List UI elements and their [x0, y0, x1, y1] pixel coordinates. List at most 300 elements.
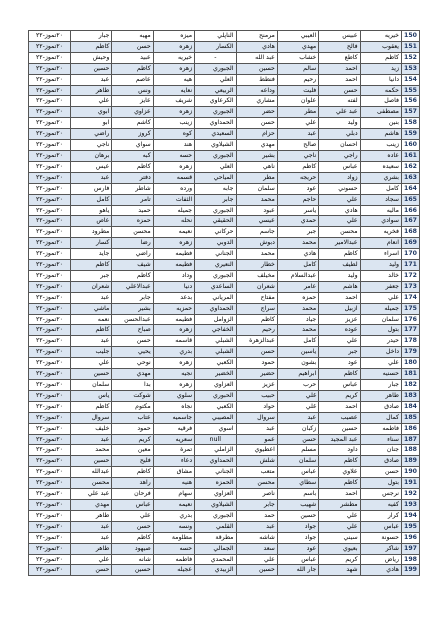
table-row — [29, 347, 420, 358]
name-cell: عبدالحسن — [112, 314, 153, 325]
date-cell: ٢٠تموز-٢٢ — [29, 412, 71, 423]
name-cell: حمود — [236, 358, 277, 369]
name-cell: كاظم — [112, 467, 153, 478]
table-body — [29, 31, 420, 576]
date-cell: ٢٠تموز-٢٢ — [29, 510, 71, 521]
date-cell: ٢٠تموز-٢٢ — [29, 532, 71, 543]
name-cell: عوده — [319, 325, 360, 336]
name-cell: ورده — [153, 183, 194, 194]
name-cell: حضر — [236, 107, 277, 118]
name-cell: حمزه — [277, 292, 318, 303]
name-cell: جليب — [71, 347, 112, 358]
name-cell: زواد — [319, 172, 360, 183]
name-cell: الجبوري — [195, 150, 236, 161]
name-cell: عباس — [277, 467, 318, 478]
name-cell: النعيري — [195, 260, 236, 271]
name-cell: مطر — [236, 172, 277, 183]
name-cell: حسنيه — [360, 369, 401, 380]
name-cell: مهيه — [112, 31, 153, 42]
row-number: 166 — [402, 205, 420, 216]
name-cell: مطر — [277, 107, 318, 118]
name-cell: زهره — [153, 380, 194, 391]
name-cell: السعيدي — [195, 129, 236, 140]
table-row — [29, 183, 420, 194]
name-cell: غلي — [277, 390, 318, 401]
date-cell: ٢٠تموز-٢٢ — [29, 118, 71, 129]
name-cell: حسين — [71, 369, 112, 380]
name-cell: مهدي — [277, 41, 318, 52]
name-cell: كاظم — [319, 478, 360, 489]
name-cell: كاظم — [112, 532, 153, 543]
name-cell: تمرة — [153, 445, 194, 456]
date-cell: ٢٠تموز-٢٢ — [29, 31, 71, 42]
name-cell: صادق — [360, 456, 401, 467]
name-cell: نعيمه — [153, 499, 194, 510]
date-cell: ٢٠تموز-٢٢ — [29, 172, 71, 183]
name-cell: علوان — [277, 96, 318, 107]
date-cell: ٢٠تموز-٢٢ — [29, 347, 71, 358]
name-cell: جابه — [195, 183, 236, 194]
date-cell: ٢٠تموز-٢٢ — [29, 129, 71, 140]
name-cell: خطار — [236, 260, 277, 271]
date-cell: ٢٠تموز-٢٢ — [29, 227, 71, 238]
names-sheet — [28, 30, 420, 576]
name-cell: جميله — [153, 205, 194, 216]
name-cell: حاجم — [277, 194, 318, 205]
date-cell: ٢٠تموز-٢٢ — [29, 401, 71, 412]
name-cell: الخضير — [195, 369, 236, 380]
name-cell: وداعه — [236, 85, 277, 96]
name-cell: ياسر — [277, 205, 318, 216]
name-cell: حمزه — [112, 216, 153, 227]
name-cell: العلي — [195, 161, 236, 172]
name-cell: الكرعاوي — [195, 96, 236, 107]
name-cell: مشاري — [236, 96, 277, 107]
row-number: 157 — [402, 107, 420, 118]
name-cell: الزوامل — [195, 314, 236, 325]
name-cell: عاص — [71, 216, 112, 227]
name-cell: نعمه — [71, 314, 112, 325]
name-cell: فليح — [112, 456, 153, 467]
row-number: 152 — [402, 52, 420, 63]
name-cell: بشري — [360, 172, 401, 183]
name-cell: عزيز — [319, 314, 360, 325]
name-cell: ماشي — [71, 303, 112, 314]
name-cell: كاظم — [236, 314, 277, 325]
name-cell: جاسميه — [153, 412, 194, 423]
name-cell: مفتاح — [236, 292, 277, 303]
row-number: 174 — [402, 292, 420, 303]
name-cell: مخيلف — [236, 270, 277, 281]
name-cell: محمد — [71, 445, 112, 456]
name-cell: كوه — [153, 129, 194, 140]
name-cell: كاظم — [112, 161, 153, 172]
name-cell: يعقوب — [360, 41, 401, 52]
name-cell: محمد — [277, 238, 318, 249]
name-cell: فارس — [71, 183, 112, 194]
row-number: 150 — [402, 31, 420, 42]
name-cell: علي — [236, 554, 277, 565]
name-cell: الكسار — [195, 41, 236, 52]
date-cell: ٢٠تموز-٢٢ — [29, 205, 71, 216]
name-cell: ناصر — [236, 489, 277, 500]
name-cell: مسلم — [277, 445, 318, 456]
name-cell: بدا — [112, 380, 153, 391]
row-number: 156 — [402, 96, 420, 107]
name-cell: جبر — [277, 227, 318, 238]
name-cell: طاهر — [360, 390, 401, 401]
name-cell: المرياني — [195, 292, 236, 303]
name-cell: عبد الله — [236, 52, 277, 63]
name-cell: وليد — [360, 260, 401, 271]
name-cell: احمد — [319, 63, 360, 74]
row-number: 167 — [402, 216, 420, 227]
name-cell: علي — [319, 216, 360, 227]
name-cell: ازبيل — [319, 303, 360, 314]
name-cell: احمد — [319, 401, 360, 412]
name-cell: خليف — [71, 423, 112, 434]
name-cell: فاصل — [360, 96, 401, 107]
name-cell: هنيه — [153, 478, 194, 489]
table-row — [29, 249, 420, 260]
name-cell: مطرقة — [195, 532, 236, 543]
name-cell: شاكر — [360, 543, 401, 554]
name-cell: جار الله — [277, 565, 318, 576]
table-row — [29, 358, 420, 369]
name-cell: عزيز — [236, 380, 277, 391]
name-cell: حمود — [112, 423, 153, 434]
table-row — [29, 532, 420, 543]
row-number: 170 — [402, 249, 420, 260]
name-cell: فطيمه — [153, 260, 194, 271]
name-cell: فرحان — [112, 489, 153, 500]
name-cell: جميله — [360, 303, 401, 314]
name-cell: عبدالسلام — [277, 270, 318, 281]
date-cell: ٢٠تموز-٢٢ — [29, 380, 71, 391]
date-cell: ٢٠تموز-٢٢ — [29, 303, 71, 314]
name-cell: سوادي — [360, 216, 401, 227]
name-cell: ناهي — [236, 161, 277, 172]
name-cell: الحقيقي — [195, 216, 236, 227]
table-row — [29, 260, 420, 271]
name-cell: محسن — [236, 478, 277, 489]
name-cell: ياسين — [277, 347, 318, 358]
name-cell: ماليه — [360, 205, 401, 216]
name-cell: محسن — [112, 227, 153, 238]
name-cell: الحمزه — [195, 478, 236, 489]
name-cell: تامر — [112, 194, 153, 205]
name-cell: قسمه — [153, 172, 194, 183]
row-number: 199 — [402, 565, 420, 576]
name-cell: حسن — [319, 85, 360, 96]
name-cell: مرمنح — [236, 31, 277, 42]
name-cell: عود — [319, 358, 360, 369]
name-cell: احمد — [319, 489, 360, 500]
row-number: 187 — [402, 434, 420, 445]
name-cell: عايز — [112, 96, 153, 107]
table-row — [29, 150, 420, 161]
name-cell: احسان — [319, 140, 360, 151]
row-number: 154 — [402, 74, 420, 85]
table-row — [29, 270, 420, 281]
name-cell: محمد — [277, 325, 318, 336]
name-cell: فرقيه — [153, 423, 194, 434]
name-cell: كسار — [71, 238, 112, 249]
name-cell: بتول — [360, 478, 401, 489]
name-cell: بدعد — [153, 292, 194, 303]
row-number: 196 — [402, 532, 420, 543]
table-row — [29, 85, 420, 96]
name-cell: شاشه — [236, 532, 277, 543]
date-cell: ٢٠تموز-٢٢ — [29, 150, 71, 161]
name-cell: حمدي — [277, 216, 318, 227]
name-cell: ونس — [112, 85, 153, 96]
name-cell: عيس — [71, 161, 112, 172]
name-cell: راضي — [71, 129, 112, 140]
name-cell: شعران — [236, 281, 277, 292]
table-row — [29, 434, 420, 445]
name-cell: كامل — [277, 336, 318, 347]
table-row — [29, 238, 420, 249]
name-cell: زينب — [153, 118, 194, 129]
name-cell: رحيم — [277, 74, 318, 85]
name-cell: نعيمه — [153, 227, 194, 238]
date-cell: ٢٠تموز-٢٢ — [29, 238, 71, 249]
name-cell: علي — [277, 118, 318, 129]
table-row — [29, 140, 420, 151]
names-table — [28, 30, 420, 576]
name-cell: شعران — [71, 281, 112, 292]
name-cell: بشير — [236, 150, 277, 161]
row-number: 189 — [402, 456, 420, 467]
name-cell: احمد — [319, 292, 360, 303]
name-cell: حسه — [153, 150, 194, 161]
name-cell: جياد — [277, 314, 318, 325]
name-cell: هاشم — [360, 129, 401, 140]
name-cell: سلمان — [236, 183, 277, 194]
table-row — [29, 456, 420, 467]
name-cell: دبوش — [236, 238, 277, 249]
row-number: 160 — [402, 140, 420, 151]
name-cell: كاظم — [319, 456, 360, 467]
name-cell: عباس — [319, 380, 360, 391]
row-number: 180 — [402, 358, 420, 369]
name-cell: كامل — [277, 260, 318, 271]
name-cell: جواد — [277, 521, 318, 532]
name-cell: عباس — [277, 554, 318, 565]
row-number: 155 — [402, 85, 420, 96]
name-cell: كامل — [360, 183, 401, 194]
date-cell: ٢٠تموز-٢٢ — [29, 96, 71, 107]
name-cell: معين — [112, 445, 153, 456]
row-number: 151 — [402, 41, 420, 52]
name-cell: الجبوري — [195, 63, 236, 74]
name-cell: وليد — [319, 118, 360, 129]
name-cell: راجي — [319, 150, 360, 161]
name-cell: زهره — [153, 41, 194, 52]
date-cell: ٢٠تموز-٢٢ — [29, 434, 71, 445]
date-cell: ٢٠تموز-٢٢ — [29, 565, 71, 576]
name-cell: عبيد — [112, 52, 153, 63]
name-cell: علي — [360, 292, 401, 303]
name-cell: اسوي — [195, 423, 236, 434]
name-cell: خالد — [360, 270, 401, 281]
name-cell: الحبوري — [195, 390, 236, 401]
name-cell: سلمان — [71, 380, 112, 391]
name-cell: حسوني — [319, 183, 360, 194]
name-cell: جبر — [319, 347, 360, 358]
name-cell: سهام — [153, 489, 194, 500]
name-cell: محمد — [277, 303, 318, 314]
date-cell: ٢٠تموز-٢٢ — [29, 292, 71, 303]
date-cell: ٢٠تموز-٢٢ — [29, 554, 71, 565]
date-cell: ٢٠تموز-٢٢ — [29, 336, 71, 347]
name-cell: زيد — [360, 63, 401, 74]
name-cell: علاوي — [319, 467, 360, 478]
table-row — [29, 554, 420, 565]
name-cell: العيبي — [277, 31, 318, 42]
table-row — [29, 380, 420, 391]
name-cell: حسين — [112, 565, 153, 576]
name-cell: محمد — [236, 194, 277, 205]
name-cell: هند — [153, 140, 194, 151]
name-cell: عود — [277, 183, 318, 194]
row-number: 164 — [402, 183, 420, 194]
table-row — [29, 369, 420, 380]
name-cell: سلمان — [360, 314, 401, 325]
name-cell: صالح — [277, 140, 318, 151]
name-cell: جعفر — [360, 281, 401, 292]
name-cell: غلي — [277, 401, 318, 412]
row-number: 197 — [402, 543, 420, 554]
name-cell: شانه — [112, 554, 153, 565]
name-cell: سلوي — [153, 390, 194, 401]
table-row — [29, 467, 420, 478]
name-cell: عبد — [277, 129, 318, 140]
name-cell: رحيم — [236, 325, 277, 336]
table-row — [29, 216, 420, 227]
name-cell: الجمالي — [195, 543, 236, 554]
table-row — [29, 565, 420, 576]
name-cell: اعطيوي — [236, 445, 277, 456]
name-cell: فاطمه — [360, 423, 401, 434]
name-cell: شلش — [236, 456, 277, 467]
table-row — [29, 401, 420, 412]
name-cell: كاظم — [319, 249, 360, 260]
name-cell: مشاق — [153, 467, 194, 478]
name-cell: حمد — [236, 510, 277, 521]
name-cell: زكبان — [277, 423, 318, 434]
name-cell: لطيف — [319, 260, 360, 271]
name-cell: صباح — [112, 325, 153, 336]
name-cell: عباس — [112, 499, 153, 510]
name-cell: حسن — [71, 565, 112, 576]
name-cell: عبد — [71, 74, 112, 85]
name-cell: الجبوري — [195, 205, 236, 216]
table-row — [29, 63, 420, 74]
name-cell: حميد — [112, 205, 153, 216]
name-cell: كاطع — [319, 52, 360, 63]
table-row — [29, 31, 420, 42]
name-cell: شيف — [112, 260, 153, 271]
name-cell: برهان — [71, 150, 112, 161]
name-cell: بتول — [360, 325, 401, 336]
name-cell: الشبلي — [195, 347, 236, 358]
name-cell: بنين — [360, 118, 401, 129]
name-cell: زهره — [153, 107, 194, 118]
name-cell: كاظم — [277, 161, 318, 172]
date-cell: ٢٠تموز-٢٢ — [29, 107, 71, 118]
name-cell: يحيي — [112, 347, 153, 358]
name-cell: ياس — [71, 390, 112, 401]
row-number: 162 — [402, 161, 420, 172]
name-cell: فخريه — [360, 227, 401, 238]
name-cell: القلمي — [195, 521, 236, 532]
name-cell: زهره — [153, 358, 194, 369]
name-cell: عبدالامير — [319, 238, 360, 249]
row-number: 177 — [402, 325, 420, 336]
name-cell: طاهر — [71, 85, 112, 96]
row-number: 178 — [402, 336, 420, 347]
name-cell: ابوي — [71, 107, 112, 118]
name-cell: متعب — [236, 467, 277, 478]
name-cell: الشبلي — [195, 336, 236, 347]
row-number: 163 — [402, 172, 420, 183]
name-cell: وليد — [319, 270, 360, 281]
name-cell: مصطفى — [360, 107, 401, 118]
row-number: 159 — [402, 129, 420, 140]
name-cell: محسن — [319, 227, 360, 238]
row-number: 198 — [402, 554, 420, 565]
name-cell: رضا — [112, 238, 153, 249]
row-number: 185 — [402, 412, 420, 423]
name-cell: محمد — [236, 249, 277, 260]
name-cell: بشير — [112, 303, 153, 314]
name-cell: عبد — [71, 172, 112, 183]
name-cell: الجناني — [195, 467, 236, 478]
name-cell: المصيبي — [195, 412, 236, 423]
name-cell: عبد علي — [319, 107, 360, 118]
table-row — [29, 161, 420, 172]
name-cell: سالم — [277, 63, 318, 74]
name-cell: الخفاجي — [195, 325, 236, 336]
date-cell: ٢٠تموز-٢٢ — [29, 358, 71, 369]
name-cell: كمال — [360, 412, 401, 423]
name-cell: ابو — [71, 118, 112, 129]
table-row — [29, 172, 420, 183]
name-cell: كريم — [112, 434, 153, 445]
name-cell: ناجي — [277, 150, 318, 161]
row-number: 194 — [402, 510, 420, 521]
name-cell: زهره — [153, 161, 194, 172]
name-cell: كاظم — [71, 41, 112, 52]
name-cell: مطلومة — [153, 532, 194, 543]
name-cell: صادق — [360, 401, 401, 412]
name-cell: سعيده — [360, 161, 401, 172]
name-cell: عبد — [236, 521, 277, 532]
name-cell: سعد — [236, 543, 277, 554]
date-cell: ٢٠تموز-٢٢ — [29, 521, 71, 532]
name-cell: عتاب — [112, 412, 153, 423]
name-cell: كبه — [112, 150, 153, 161]
date-cell: ٢٠تموز-٢٢ — [29, 314, 71, 325]
name-cell: كاظم — [319, 369, 360, 380]
name-cell: شاطر — [112, 183, 153, 194]
name-cell: نحله — [153, 216, 194, 227]
name-cell: حسن — [277, 434, 318, 445]
name-cell: عبد المجيد — [319, 434, 360, 445]
name-cell: ميزه — [153, 31, 194, 42]
